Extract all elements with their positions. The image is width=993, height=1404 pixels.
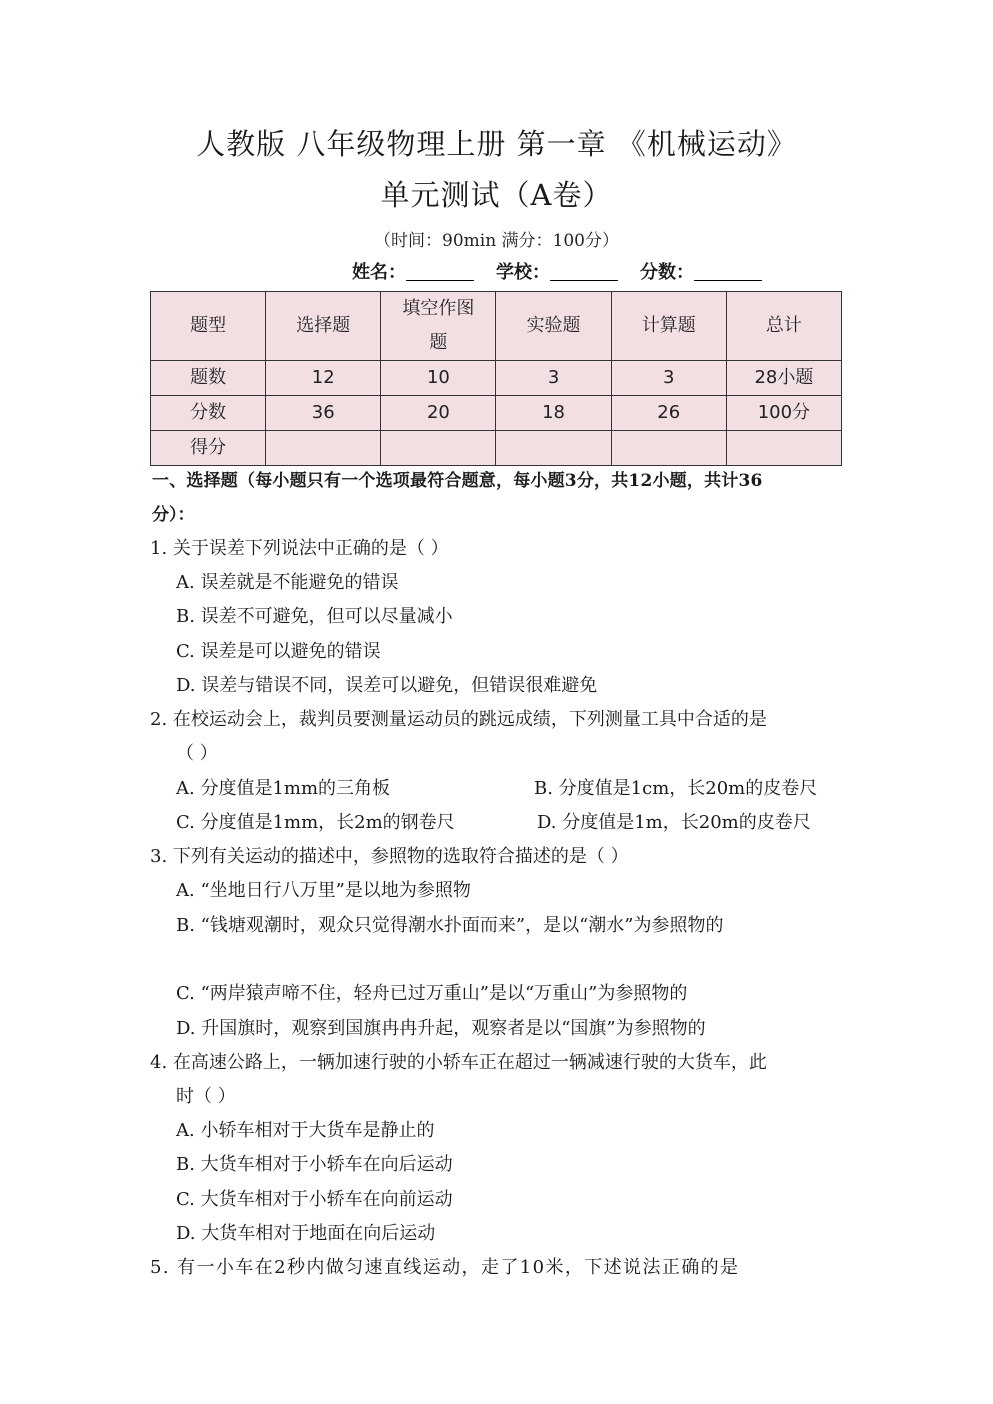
option-d[interactable]: D. 大货车相对于地面在向后运动 (176, 1223, 436, 1244)
section-heading: 一、选择题（每小题只有一个选项最符合题意，每小题3分，共12小题，共计36 (152, 471, 763, 491)
score-entry-cell[interactable] (381, 431, 496, 466)
score-table (150, 291, 842, 466)
exam-meta: （时间：90min 满分：100分） (374, 231, 619, 251)
table-cell: 12 (266, 361, 381, 396)
question-stem-continued: （ ） (176, 743, 218, 764)
table-cell: 36 (266, 396, 381, 431)
table-cell: 100分 (726, 396, 841, 431)
table-header-cell: 填空作图题 (381, 292, 496, 361)
option-a[interactable]: A. 误差就是不能避免的错误 (176, 572, 399, 593)
document-subtitle: 单元测试（A卷） (380, 178, 613, 212)
table-cell: 18 (496, 396, 611, 431)
table-cell: 得分 (151, 431, 266, 466)
option-c[interactable]: C. 大货车相对于小轿车在向前运动 (176, 1189, 453, 1210)
option-b[interactable]: B. “钱塘观潮时，观众只觉得潮水扑面而来”，是以“潮水”为参照物的 (176, 915, 724, 936)
option-b[interactable]: B. 大货车相对于小轿车在向后运动 (176, 1154, 453, 1175)
document-title: 人教版 八年级物理上册 第一章 《机械运动》 (196, 127, 797, 161)
option-a[interactable]: A. 分度值是1mm的三角板 (176, 778, 391, 799)
score-entry-cell[interactable] (611, 431, 726, 466)
option-d[interactable]: D. 升国旗时，观察到国旗冉冉升起，观察者是以“国旗”为参照物的 (176, 1018, 706, 1039)
option-d[interactable]: D. 误差与错误不同，误差可以避免，但错误很难避免 (176, 675, 598, 696)
option-a[interactable]: A. 小轿车相对于大货车是静止的 (176, 1120, 435, 1141)
table-cell: 10 (381, 361, 496, 396)
table-header-cell: 选择题 (266, 292, 381, 361)
option-d[interactable]: D. 分度值是1m，长20m的皮卷尺 (537, 812, 811, 833)
table-cell: 20 (381, 396, 496, 431)
question-stem: 4. 在高速公路上，一辆加速行驶的小轿车正在超过一辆减速行驶的大货车，此 (150, 1052, 767, 1073)
student-info-line (352, 258, 784, 284)
school-label: 学校： (496, 262, 550, 283)
table-row (151, 361, 842, 396)
score-blank[interactable] (694, 262, 762, 281)
table-row (151, 431, 842, 466)
option-c[interactable]: C. 误差是可以避免的错误 (176, 641, 381, 662)
option-c[interactable]: C. “两岸猿声啼不住，轻舟已过万重山”是以“万重山”为参照物的 (176, 983, 688, 1004)
question-stem: 3. 下列有关运动的描述中，参照物的选取符合描述的是（ ） (150, 846, 629, 867)
score-label: 分数： (640, 262, 694, 283)
table-header-row (151, 292, 842, 361)
table-cell: 26 (611, 396, 726, 431)
score-entry-cell[interactable] (726, 431, 841, 466)
question-stem: 1. 关于误差下列说法中正确的是（ ） (150, 538, 449, 559)
question-stem-continued: 时（ ） (176, 1086, 236, 1107)
section-heading-continued: 分）： (152, 505, 195, 525)
school-blank[interactable] (550, 262, 618, 281)
table-cell: 分数 (151, 396, 266, 431)
table-cell: 28小题 (726, 361, 841, 396)
table-header-cell: 实验题 (496, 292, 611, 361)
table-header-cell: 计算题 (611, 292, 726, 361)
question-stem: 2. 在校运动会上，裁判员要测量运动员的跳远成绩，下列测量工具中合适的是 (150, 709, 767, 730)
table-header-cell: 题型 (151, 292, 266, 361)
option-b[interactable]: B. 误差不可避免，但可以尽量减小 (176, 606, 453, 627)
table-cell: 3 (611, 361, 726, 396)
score-entry-cell[interactable] (496, 431, 611, 466)
option-a[interactable]: A. “坐地日行八万里”是以地为参照物 (176, 880, 471, 901)
table-cell: 3 (496, 361, 611, 396)
option-b[interactable]: B. 分度值是1cm，长20m的皮卷尺 (534, 778, 818, 799)
option-c[interactable]: C. 分度值是1mm，长2m的钢卷尺 (176, 812, 455, 833)
score-entry-cell[interactable] (266, 431, 381, 466)
question-stem: 5. 有一小车在2秒内做匀速直线运动，走了10米，下述说法正确的是 (150, 1257, 740, 1278)
table-cell: 题数 (151, 361, 266, 396)
name-label: 姓名： (352, 262, 406, 283)
table-header-cell: 总计 (726, 292, 841, 361)
name-blank[interactable] (406, 262, 474, 281)
table-row (151, 396, 842, 431)
